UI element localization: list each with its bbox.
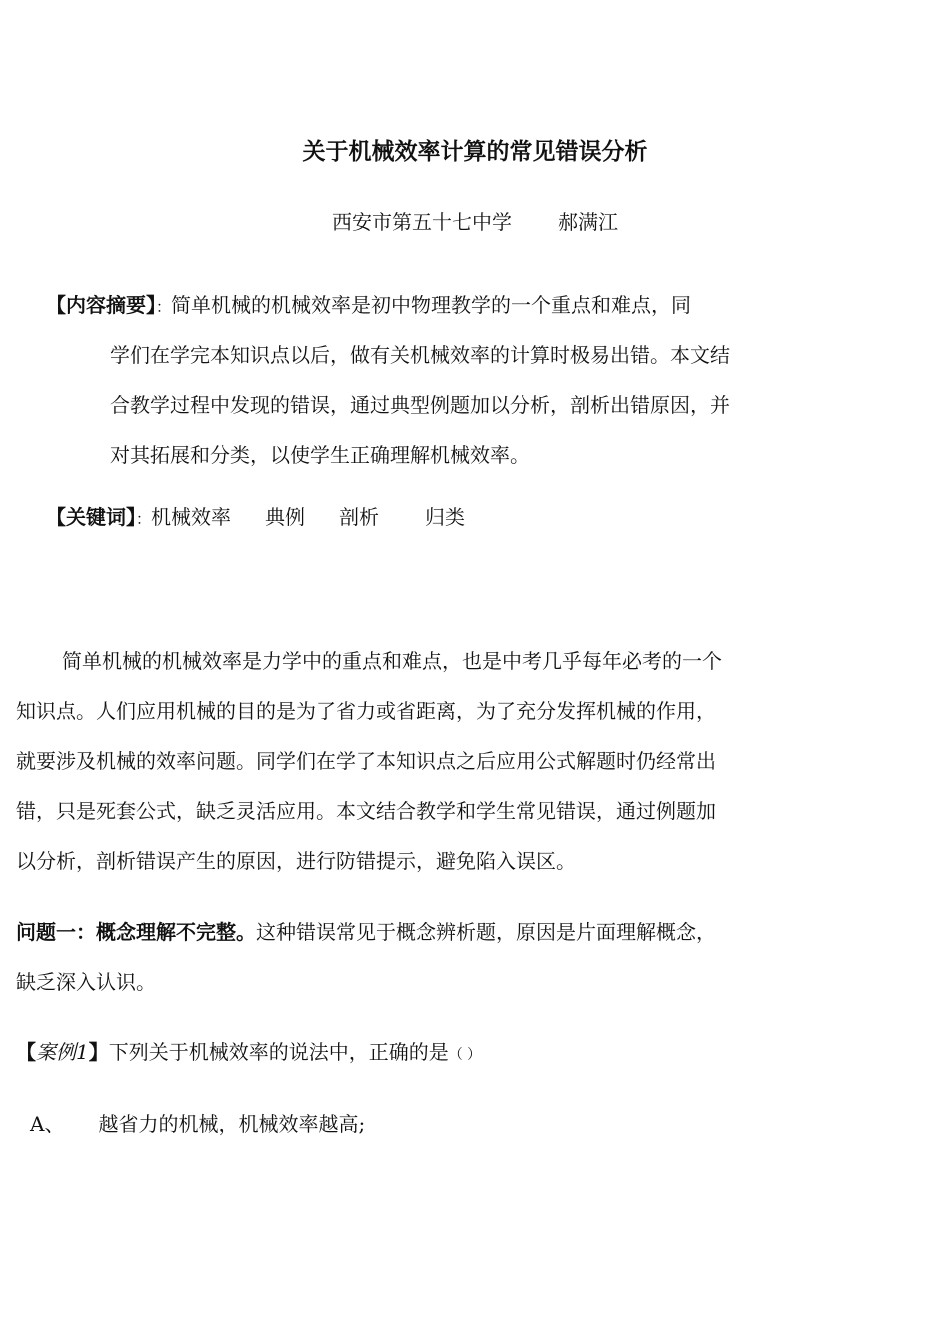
abstract-label: 【内容摘要】: [46, 293, 156, 317]
case-1: [16, 1036, 481, 1071]
keyword-item: 机械效率: [151, 505, 232, 529]
keyword-item: 剖析: [339, 505, 380, 529]
abstract-section: [46, 280, 816, 480]
document-title: 关于机械效率计算的常见错误分析: [302, 138, 648, 165]
abstract-line-4: 对其拓展和分类，以使学生正确理解机械效率。: [110, 443, 530, 467]
abstract-colon: ：: [156, 298, 172, 316]
keywords-colon: ：: [136, 510, 152, 528]
problem-1-section: [16, 907, 816, 1007]
author-name: 郝满江: [558, 210, 618, 234]
option-a-text: 越省力的机械，机械效率越高;: [98, 1112, 366, 1136]
keyword-item: 归类: [425, 505, 466, 529]
abstract-text: 简单机械的机械效率是初中物理教学的一个重点和难点，同: [171, 293, 692, 317]
problem-1-line-1: [16, 907, 816, 957]
intro-line: 以分析，剖析错误产生的原因，进行防错提示，避免陷入误区。: [16, 849, 576, 873]
intro-line: 错，只是死套公式，缺乏灵活应用。本文结合教学和学生常见错误，通过例题加: [16, 799, 716, 823]
option-a-letter: A、: [30, 1112, 65, 1136]
intro-paragraph: [16, 636, 816, 886]
case-1-label: 案例1: [36, 1040, 89, 1064]
case-1-bracket-close: 】: [88, 1040, 109, 1064]
problem-1-text: 这种错误常见于概念辨析题，原因是片面理解概念，: [256, 920, 716, 944]
intro-line: 简单机械的机械效率是力学中的重点和难点，也是中考几乎每年必考的一个: [62, 649, 722, 673]
author-school: 西安市第五十七中学: [332, 210, 512, 234]
abstract-line-1: [46, 280, 816, 330]
author-line: [0, 207, 950, 237]
problem-1-line-2: 缺乏深入认识。: [16, 970, 156, 994]
case-1-question: 下列关于机械效率的说法中，正确的是: [108, 1040, 449, 1064]
intro-line: 知识点。人们应用机械的目的是为了省力或省距离，为了充分发挥机械的作用，: [16, 699, 716, 723]
option-a: [30, 1108, 365, 1140]
intro-line: 就要涉及机械的效率问题。同学们在学了本知识点之后应用公式解题时仍经常出: [16, 749, 716, 773]
abstract-line-3: 合教学过程中发现的错误，通过典型例题加以分析，剖析出错原因，并: [110, 393, 730, 417]
keyword-item: 典例: [265, 505, 306, 529]
problem-1-heading: 问题一：概念理解不完整。: [16, 920, 256, 944]
case-1-bracket-open: 【: [16, 1040, 36, 1064]
keywords-label: 【关键词】: [46, 505, 136, 529]
case-1-answer-paren: （ ）: [448, 1047, 482, 1063]
abstract-line-2: 学们在学完本知识点以后，做有关机械效率的计算时极易出错。本文结: [110, 343, 730, 367]
keywords-section: [46, 502, 465, 534]
